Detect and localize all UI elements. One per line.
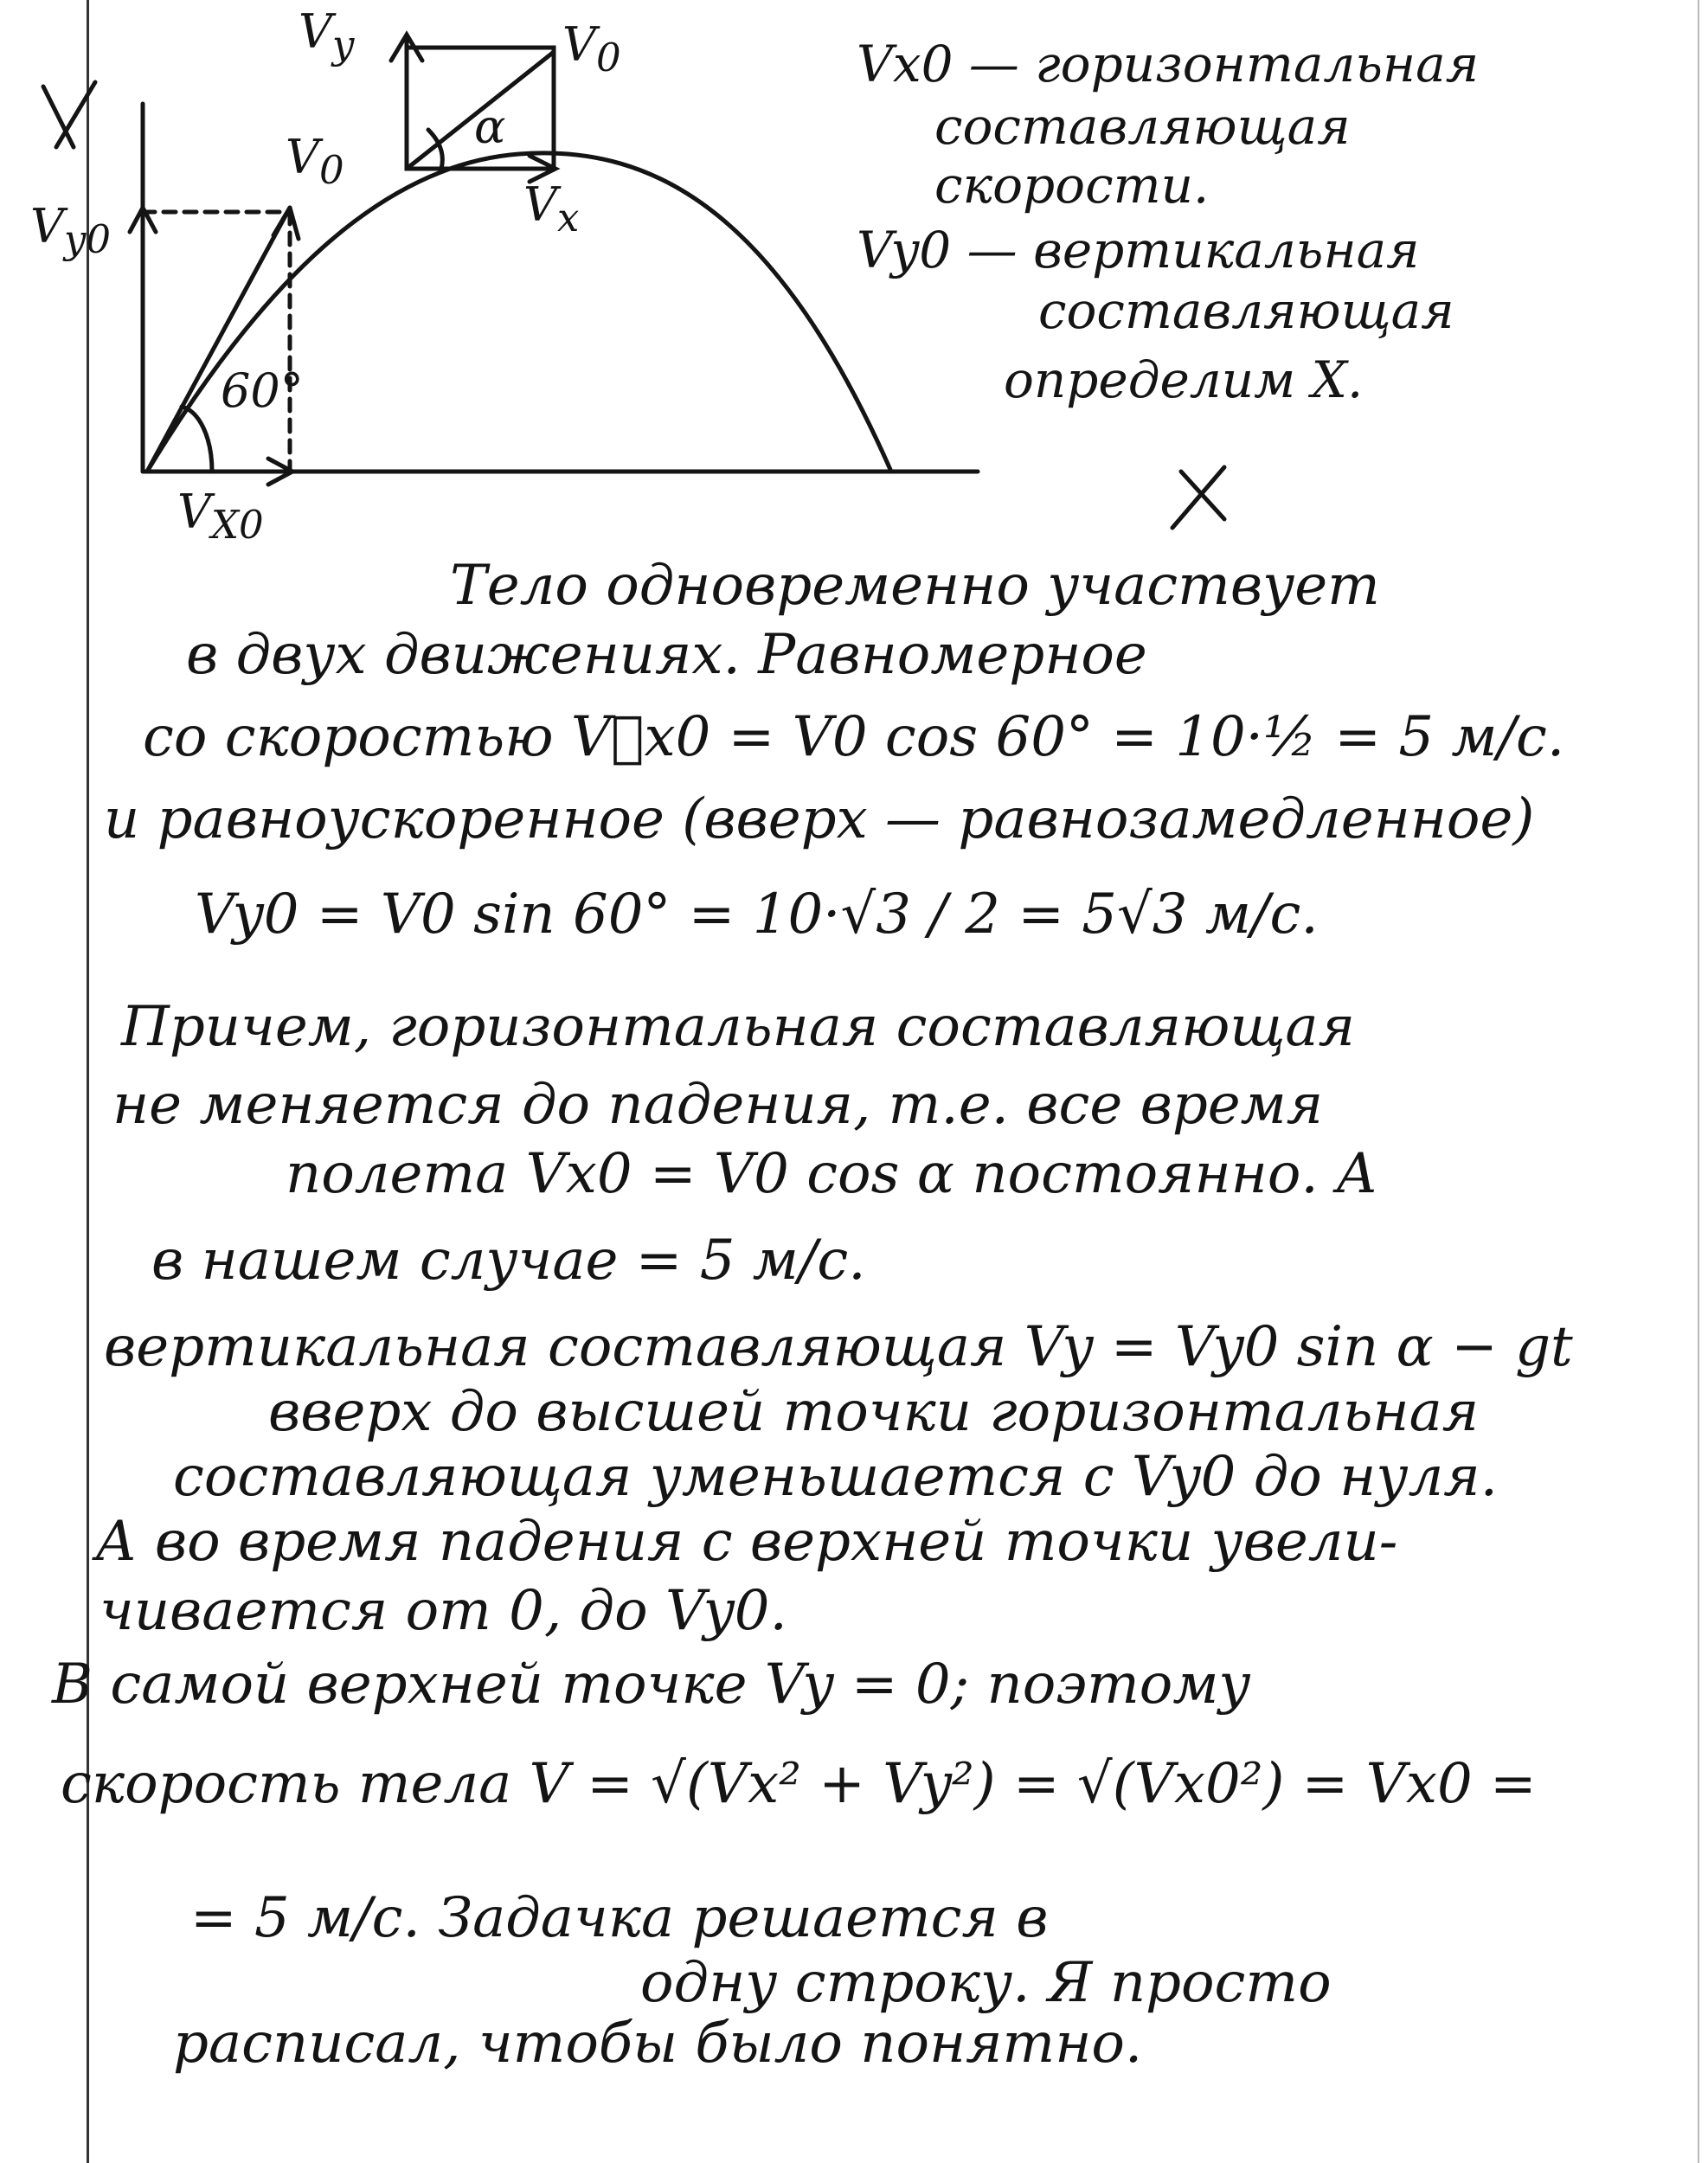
y-axis-mark: [43, 82, 95, 147]
text-line-03: со скоростью V⃗x0 = V0 cos 60° = 10·½ = 5 м/с.: [143, 705, 1565, 769]
text-line-08: полета Vx0 = V0 cos α постоянно. А: [286, 1142, 1378, 1206]
note-line-6: определим X.: [1004, 350, 1364, 409]
vx0-bottom-label: $V_{X0}$: [177, 485, 264, 548]
vx-top-label: $V_x$: [523, 177, 580, 241]
trajectory-curve: [147, 153, 891, 472]
text-line-16: скорость тела V = √(Vx² + Vy²) = √(Vx0²) = Vx0 =: [61, 1752, 1537, 1816]
vy-top-label: $V_y$: [299, 4, 355, 67]
text-line-10: вертикальная составляющая Vy = Vy0 sin α − gt: [104, 1315, 1573, 1379]
text-line-07: не меняется до падения, т.е. все время: [112, 1073, 1324, 1137]
text-line-01: Тело одновременно участвует: [450, 554, 1380, 618]
text-line-06: Причем, горизонтальная составляющая: [121, 995, 1355, 1059]
text-line-19: расписал, чтобы было понятно.: [173, 2012, 1143, 2076]
text-line-05: Vy0 = V0 sin 60° = 10·√3 / 2 = 5√3 м/с.: [195, 883, 1319, 947]
text-line-04: и равноускоренное (вверх — равнозамедленное): [104, 787, 1535, 851]
text-line-13: А во время падения с верхней точки увели-: [95, 1510, 1398, 1574]
text-line-09: в нашем случае = 5 м/с.: [151, 1229, 866, 1293]
v0-launch-vector: [147, 208, 290, 472]
note-line-2: составляющая: [934, 97, 1351, 156]
text-line-14: чивается от 0, до Vy0.: [100, 1579, 787, 1643]
text-line-12: составляющая уменьшается с Vy0 до нуля.: [173, 1445, 1498, 1509]
v0-left-label: $V_0$: [286, 130, 344, 193]
text-line-18: одну строку. Я просто: [640, 1951, 1332, 2015]
text-line-02: в двух движениях. Равномерное: [186, 623, 1147, 687]
text-line-11: вверх до высшей точки горизонтальная: [268, 1380, 1480, 1444]
v0-top-label: $V_0$: [562, 17, 621, 80]
text-line-15: В самой верхней точке Vy = 0; поэтому: [52, 1653, 1251, 1717]
x-axis-mark: [1172, 467, 1224, 528]
angle-arc: [182, 407, 212, 472]
note-line-1: Vx0 — горизонтальная: [857, 35, 1480, 93]
note-line-5: составляющая: [1038, 281, 1454, 340]
vy0-left-label: $V_{y0}$: [30, 199, 112, 262]
angle-label: 60°: [221, 363, 304, 418]
note-line-3: скорости.: [934, 156, 1210, 215]
note-line-4: Vy0 — вертикальная: [857, 221, 1420, 279]
alpha-label: α: [474, 99, 506, 154]
text-line-17: = 5 м/с. Задачка решается в: [190, 1886, 1049, 1950]
